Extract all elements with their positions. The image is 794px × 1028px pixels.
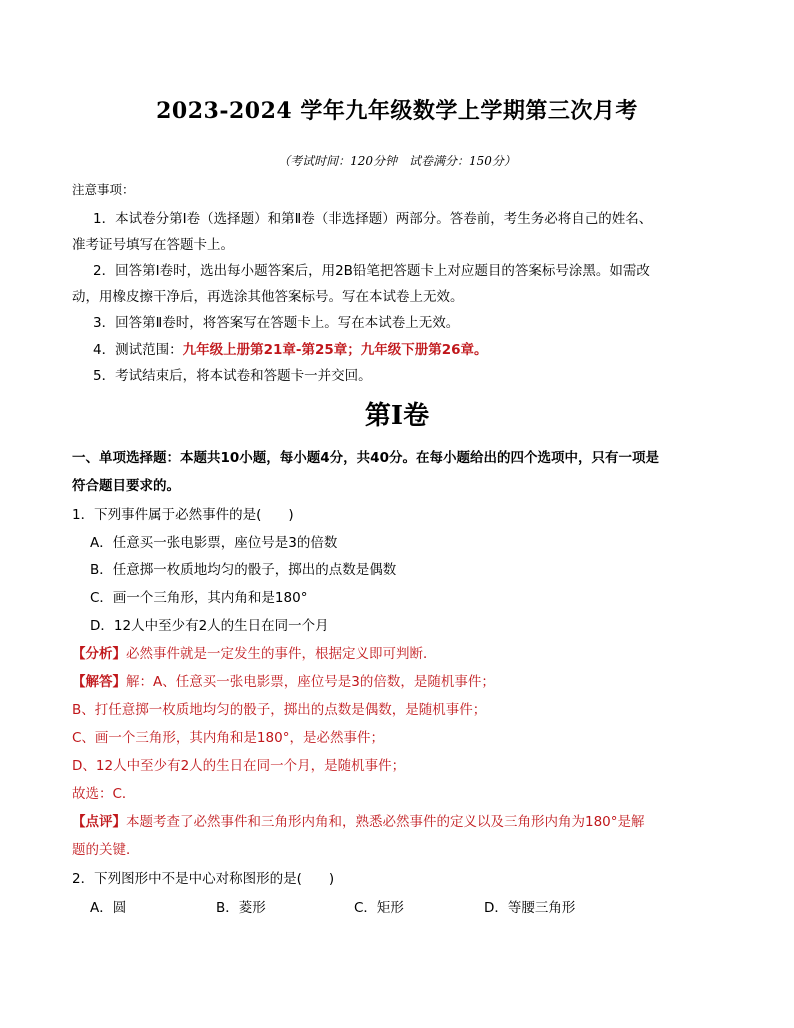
analysis-tag: 【分析】 [72,646,126,662]
answer-line: D、12人中至少有2人的生日在同一个月，是随机事件； [72,758,406,774]
question-option: A．圆 [90,900,127,916]
comment-tag: 【点评】 [72,814,126,830]
question-option: D．等腰三角形 [484,900,576,916]
page-title: 2023-2024 学年九年级数学上学期第三次月考 [156,98,638,124]
answer-text: 解：A、任意买一张电影票，座位号是3的倍数，是随机事件； [126,674,495,690]
analysis-line [72,645,437,663]
answer-tag: 【解答】 [72,674,126,690]
scope-text: 九年级上册第21章-第25章；九年级下册第26章。 [182,342,488,358]
question-option: A．任意买一张电影票，座位号是3的倍数 [90,535,338,551]
analysis-text: 必然事件就是一定发生的事件，根据定义即可判断． [126,646,437,662]
answer-line: B、打任意掷一枚质地均匀的骰子，掷出的点数是偶数，是随机事件； [72,702,487,718]
question-option: D．12人中至少有2人的生日在同一个月 [90,618,329,634]
scope-prefix: 4．测试范围： [93,342,183,358]
question-option: C．矩形 [354,900,404,916]
part-heading-line: 一、单项选择题：本题共10小题，每小题4分，共40分。在每小题给出的四个选项中，只有一项是 [72,450,659,466]
comment-text: 本题考查了必然事件和三角形内角和，熟悉必然事件的定义以及三角形内角为180°是解 [126,814,645,830]
question-option: C．画一个三角形，其内角和是180° [90,590,308,606]
exam-info: （考试时间：120分钟 试卷满分：150分） [278,154,516,168]
notice-heading: 注意事项： [72,182,135,197]
answer-line [72,673,495,691]
notice-item: 2．回答第Ⅰ卷时，选出每小题答案后，用2B铅笔把答题卡上对应题目的答案标号涂黑。如需改 [93,263,650,279]
part-heading-line: 符合题目要求的。 [72,478,180,494]
comment-line [72,813,645,831]
notice-item-scope [93,341,488,359]
notice-item: 1．本试卷分第Ⅰ卷（选择题）和第Ⅱ卷（非选择题）两部分。答卷前，考生务必将自己的姓名、 [93,211,653,227]
notice-item: 5．考试结束后，将本试卷和答题卡一并交回。 [93,368,372,384]
answer-line: 故选：C． [72,786,136,802]
question-stem: 1．下列事件属于必然事件的是( ) [72,507,294,523]
notice-item: 准考证号填写在答题卡上。 [72,237,234,253]
section-title: 第Ⅰ卷 [364,401,430,431]
question-option: B．菱形 [216,900,266,916]
question-option: B．任意掷一枚质地均匀的骰子，掷出的点数是偶数 [90,562,397,578]
comment-line: 题的关键． [72,842,140,858]
notice-item: 3．回答第Ⅱ卷时，将答案写在答题卡上。写在本试卷上无效。 [93,315,460,331]
question-options-row [90,899,575,917]
question-stem: 2．下列图形中不是中心对称图形的是( ) [72,871,335,887]
answer-line: C、画一个三角形，其内角和是180°，是必然事件； [72,730,384,746]
notice-item: 动，用橡皮擦干净后，再选涂其他答案标号。写在本试卷上无效。 [72,289,464,305]
